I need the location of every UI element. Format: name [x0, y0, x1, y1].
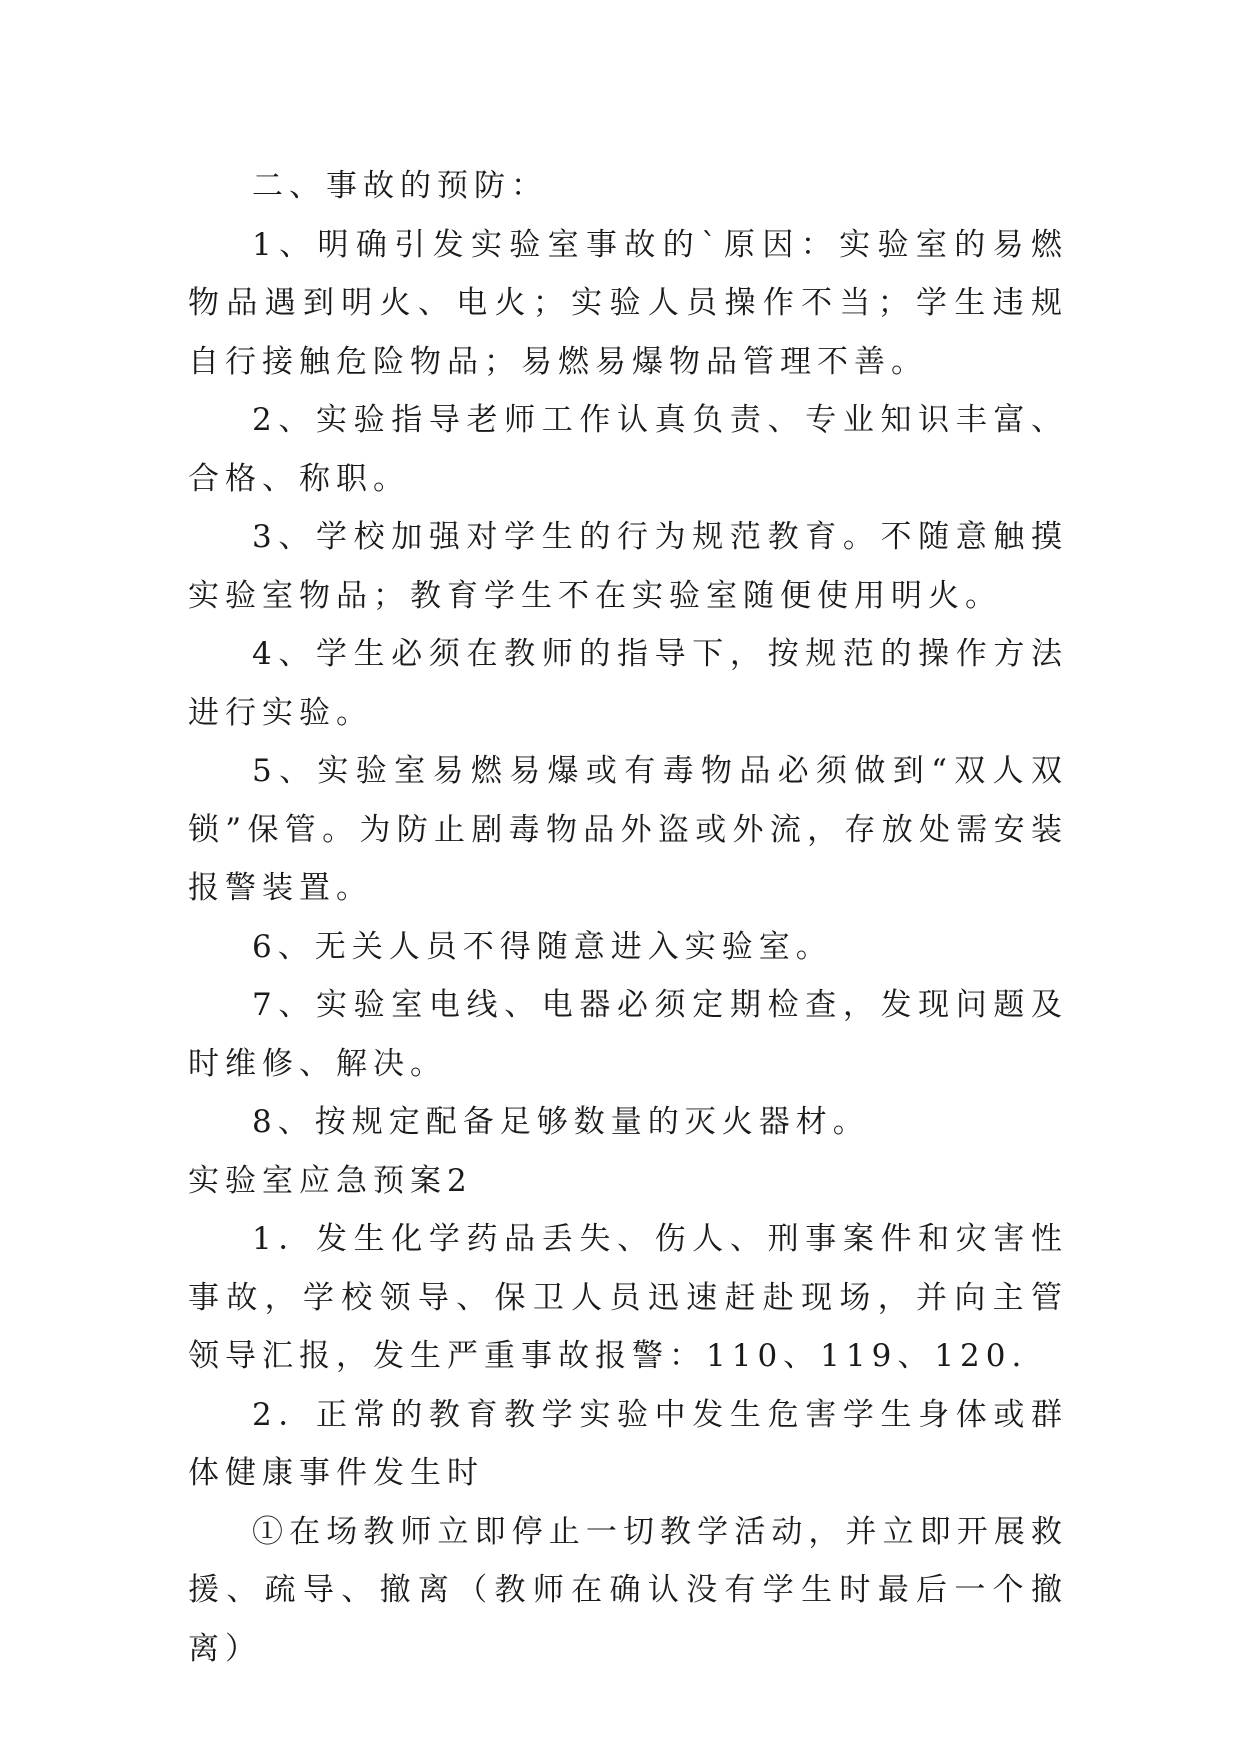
- paragraph-plan-item-1: 1．发生化学药品丢失、伤人、刑事案件和灾害性事故，学校领导、保卫人员迅速赶赴现场，并向主管领导汇报，发生严重事故报警：110、119、120.: [188, 1221, 1068, 1374]
- paragraph-item-5: 5、实验室易燃易爆或有毒物品必须做到“双人双锁”保管。为防止剧毒物品外盗或外流，存放处需安装报警装置。: [188, 753, 1068, 906]
- paragraph-item-8: 8、按规定配备足够数量的灭火器材。: [252, 1104, 870, 1140]
- paragraph-item-1: 1、明确引发实验室事故的`原因：实验室的易燃物品遇到明火、电火；实验人员操作不当；学生违规自行接触危险物品；易燃易爆物品管理不善。: [188, 226, 1068, 380]
- document-body: [188, 157, 1068, 1678]
- paragraph-item-7: 7、实验室电线、电器必须定期检查，发现问题及时维修、解决。: [188, 987, 1068, 1082]
- paragraph-item-2: 2、实验指导老师工作认真负责、专业知识丰富、合格、称职。: [188, 402, 1068, 497]
- paragraph-plan-subitem-1: ①在场教师立即停止一切教学活动，并立即开展救援、疏导、撤离（教师在确认没有学生时最后一个撤离）: [188, 1513, 1068, 1667]
- section-heading-prevention: 二、事故的预防：: [252, 168, 548, 204]
- section-title-plan-2: 实验室应急预案2: [188, 1162, 473, 1199]
- paragraph-item-4: 4、学生必须在教师的指导下，按规范的操作方法进行实验。: [188, 636, 1068, 731]
- paragraph-item-6: 6、无关人员不得随意进入实验室。: [252, 928, 833, 965]
- paragraph-plan-item-2: 2．正常的教育教学实验中发生危害学生身体或群体健康事件发生时: [188, 1396, 1068, 1491]
- paragraph-item-3: 3、学校加强对学生的行为规范教育。不随意触摸实验室物品；教育学生不在实验室随便使用明火。: [188, 519, 1068, 614]
